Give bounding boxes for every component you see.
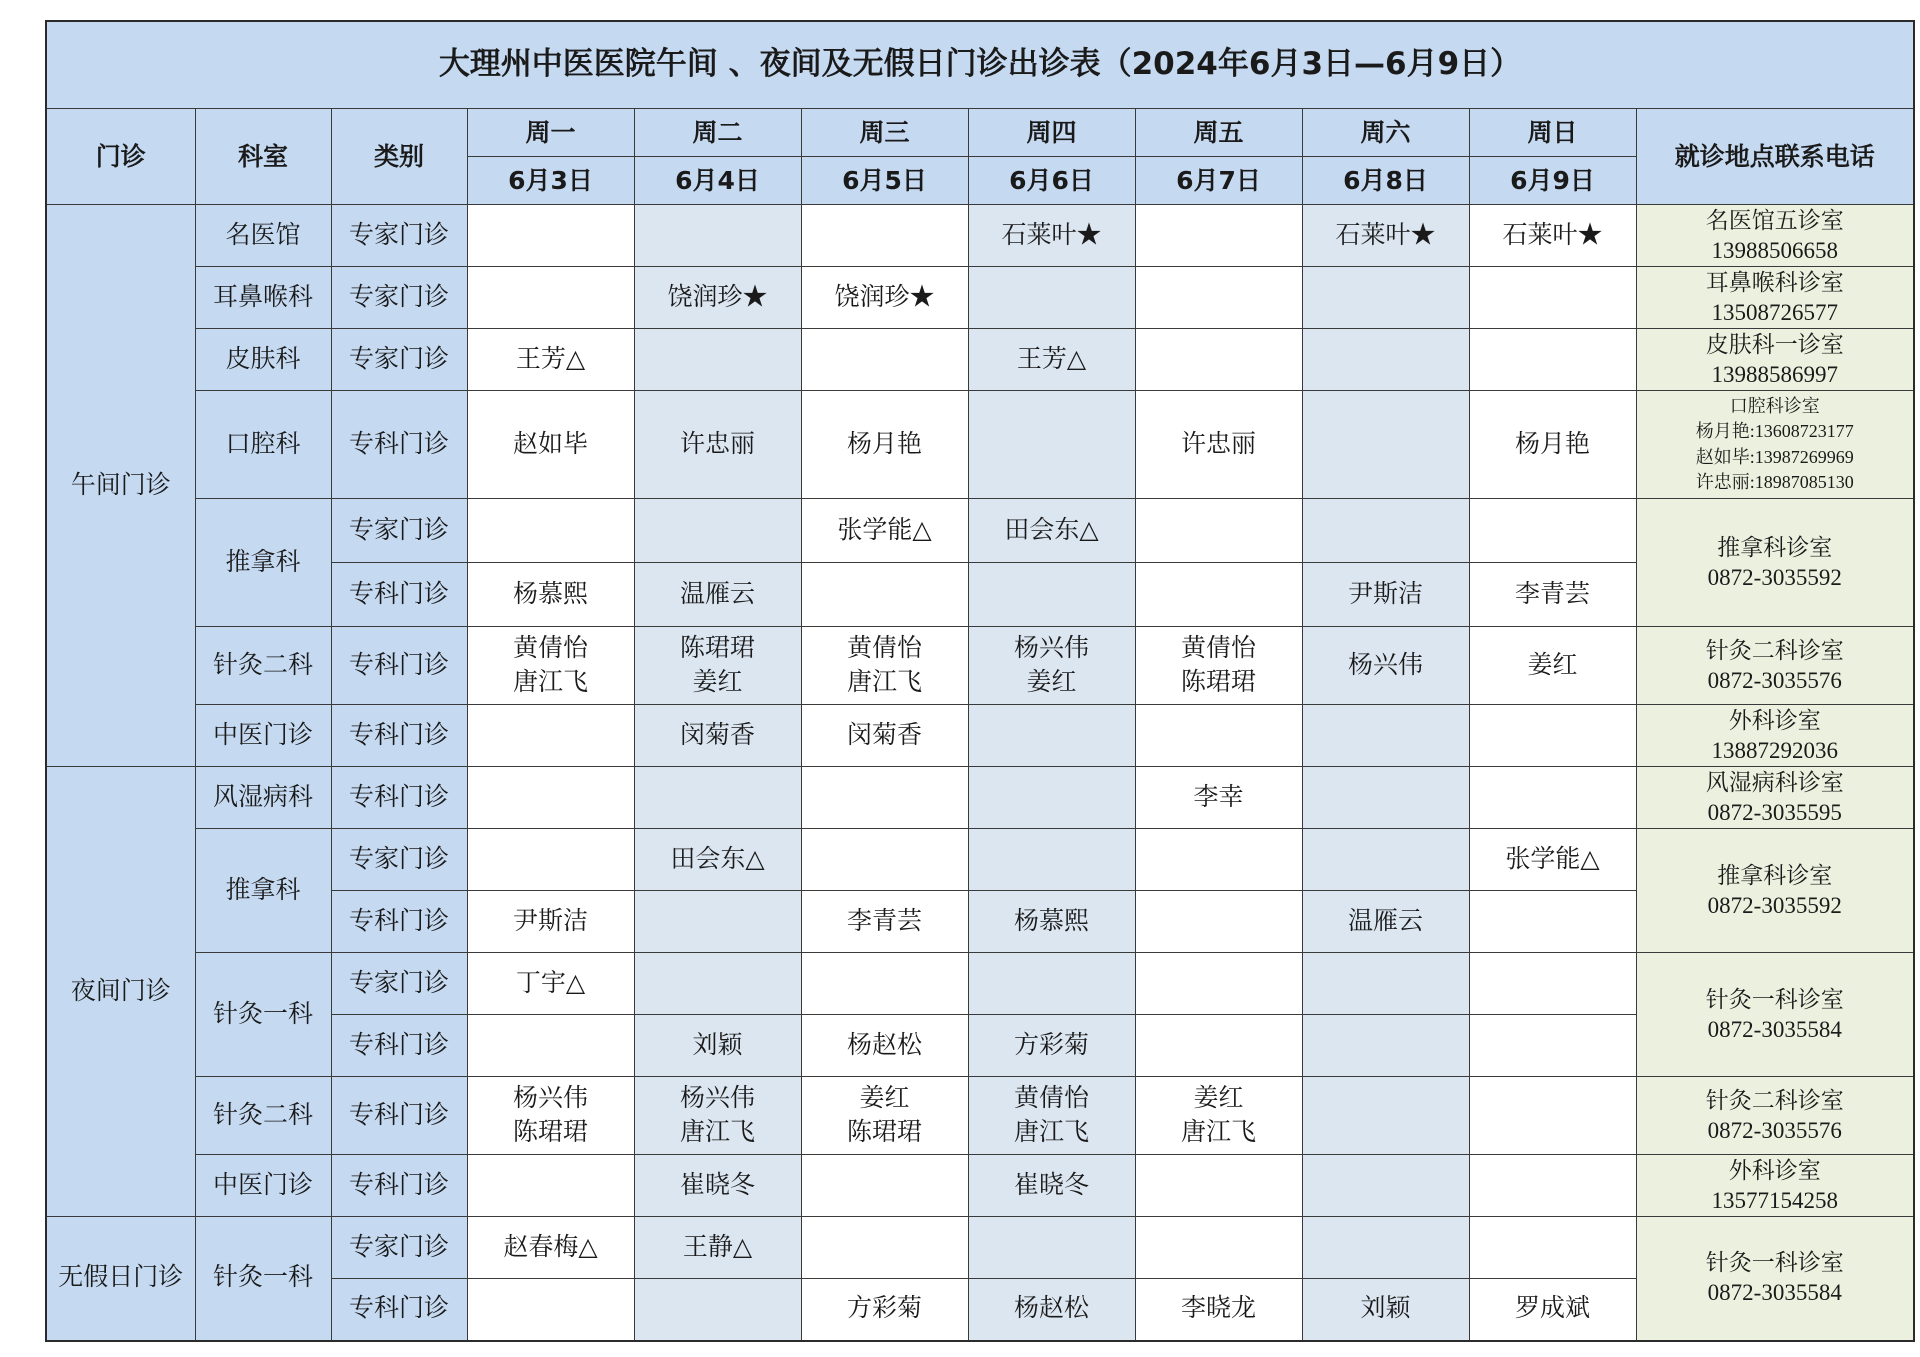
table-row	[46, 329, 1914, 391]
doctor-cell	[1469, 1015, 1636, 1077]
doctor-cell	[801, 705, 968, 767]
dept-label: 风湿病科	[195, 767, 331, 829]
header-weekday: 周三	[801, 109, 968, 157]
dept-label: 推拿科	[195, 829, 331, 953]
category-label: 专科门诊	[331, 563, 467, 627]
doctor-cell	[1469, 267, 1636, 329]
doctor-cell	[1135, 205, 1302, 267]
doctor-cell	[968, 267, 1135, 329]
contact-cell	[1636, 953, 1914, 1077]
doctor-cell	[968, 1217, 1135, 1279]
doctor-name: 田会东△	[670, 845, 765, 873]
doctor-cell	[634, 329, 801, 391]
doctor-cell	[634, 891, 801, 953]
doctor-cell	[801, 627, 968, 705]
header-weekday: 周四	[968, 109, 1135, 157]
doctor-cell	[968, 1077, 1135, 1155]
doctor-cell	[1469, 829, 1636, 891]
doctor-cell	[1135, 1155, 1302, 1217]
table-row	[46, 1217, 1914, 1279]
doctor-name: 李青芸	[1514, 580, 1590, 608]
doctor-name: 杨赵松	[1013, 1295, 1089, 1323]
doctor-cell	[1469, 953, 1636, 1015]
schedule-body	[46, 205, 1914, 1341]
doctor-cell	[968, 891, 1135, 953]
doctor-name: 许忠丽	[1180, 430, 1256, 458]
doctor-name: 陈珺珺	[1180, 668, 1256, 696]
doctor-cell	[1302, 953, 1469, 1015]
contact-line: 耳鼻喉科诊室	[1705, 269, 1844, 295]
contact-line: 0872-3035584	[1707, 1280, 1842, 1306]
doctor-cell	[1469, 499, 1636, 563]
doctor-name: 姜红	[859, 1084, 910, 1112]
contact-line: 0872-3035576	[1707, 1117, 1842, 1143]
header-category: 类别	[331, 109, 467, 205]
doctor-name: 赵如毕	[512, 430, 588, 458]
doctor-name: 陈珺珺	[512, 1118, 588, 1146]
doctor-cell	[467, 499, 634, 563]
doctor-cell	[634, 1217, 801, 1279]
category-label: 专科门诊	[331, 1155, 467, 1217]
header-date: 6月5日	[801, 157, 968, 205]
doctor-name: 闵菊香	[846, 721, 922, 749]
category-label: 专家门诊	[331, 205, 467, 267]
doctor-cell	[1135, 1015, 1302, 1077]
dept-label: 针灸一科	[195, 953, 331, 1077]
contact-line: 口腔科诊室	[1729, 396, 1820, 417]
doctor-name: 石莱叶★	[1502, 221, 1603, 249]
doctor-cell	[801, 1279, 968, 1341]
doctor-name: 王芳△	[1016, 345, 1087, 373]
dept-label: 名医馆	[195, 205, 331, 267]
doctor-name: 石莱叶★	[1001, 221, 1102, 249]
schedule-table	[45, 20, 1915, 1342]
table-row	[46, 705, 1914, 767]
doctor-name: 李晓龙	[1180, 1295, 1256, 1323]
doctor-name: 唐江飞	[846, 668, 922, 696]
contact-cell	[1636, 499, 1914, 627]
doctor-cell	[1302, 1077, 1469, 1155]
doctor-cell	[968, 391, 1135, 499]
doctor-cell	[1302, 267, 1469, 329]
doctor-cell	[801, 829, 968, 891]
doctor-name: 饶润珍★	[667, 283, 768, 311]
dept-label: 针灸一科	[195, 1217, 331, 1341]
doctor-name: 崔晓冬	[679, 1171, 755, 1199]
doctor-cell	[1302, 891, 1469, 953]
doctor-cell	[634, 1015, 801, 1077]
table-row	[46, 767, 1914, 829]
contact-line: 13988506658	[1711, 237, 1838, 263]
doctor-name: 杨兴伟	[1347, 651, 1423, 679]
doctor-name: 尹斯洁	[512, 907, 588, 935]
doctor-cell	[801, 499, 968, 563]
doctor-cell	[634, 767, 801, 829]
doctor-name: 李青芸	[846, 907, 922, 935]
table-row	[46, 267, 1914, 329]
header-weekday: 周六	[1302, 109, 1469, 157]
doctor-cell	[634, 267, 801, 329]
doctor-name: 姜红	[692, 668, 743, 696]
doctor-cell	[1469, 329, 1636, 391]
contact-line: 杨月艳:13608723177	[1695, 421, 1854, 442]
doctor-cell	[1302, 767, 1469, 829]
doctor-name: 刘颖	[1360, 1295, 1411, 1323]
table-row	[46, 627, 1914, 705]
contact-line: 13988586997	[1711, 361, 1838, 387]
clinic-group-label: 午间门诊	[46, 205, 195, 767]
doctor-cell	[467, 329, 634, 391]
contact-line: 风湿病科诊室	[1705, 769, 1844, 795]
doctor-cell	[467, 705, 634, 767]
doctor-cell	[1302, 627, 1469, 705]
doctor-name: 尹斯洁	[1347, 580, 1423, 608]
doctor-name: 唐江飞	[1013, 1118, 1089, 1146]
contact-line: 0872-3035592	[1707, 892, 1842, 918]
doctor-cell	[801, 1217, 968, 1279]
doctor-cell	[1302, 563, 1469, 627]
doctor-name: 杨月艳	[1514, 430, 1590, 458]
doctor-name: 温雁云	[679, 580, 755, 608]
dept-label: 中医门诊	[195, 705, 331, 767]
doctor-cell	[968, 767, 1135, 829]
header-date: 6月9日	[1469, 157, 1636, 205]
doctor-cell	[968, 1015, 1135, 1077]
doctor-name: 姜红	[1026, 668, 1077, 696]
doctor-name: 温雁云	[1347, 907, 1423, 935]
doctor-cell	[1302, 829, 1469, 891]
doctor-cell	[1135, 329, 1302, 391]
contact-line: 0872-3035584	[1707, 1016, 1842, 1042]
doctor-cell	[634, 829, 801, 891]
contact-line: 外科诊室	[1728, 707, 1821, 733]
table-row	[46, 953, 1914, 1015]
dept-label: 口腔科	[195, 391, 331, 499]
category-label: 专科门诊	[331, 1077, 467, 1155]
contact-line: 针灸二科诊室	[1705, 1087, 1844, 1113]
doctor-cell	[1469, 1217, 1636, 1279]
doctor-cell	[801, 563, 968, 627]
doctor-cell	[1469, 1279, 1636, 1341]
category-label: 专家门诊	[331, 1217, 467, 1279]
doctor-cell	[1135, 391, 1302, 499]
doctor-cell	[1469, 627, 1636, 705]
doctor-cell	[467, 1155, 634, 1217]
doctor-name: 饶润珍★	[834, 283, 935, 311]
doctor-name: 杨慕熙	[512, 580, 588, 608]
doctor-name: 杨赵松	[846, 1031, 922, 1059]
doctor-name: 唐江飞	[512, 668, 588, 696]
contact-cell	[1636, 627, 1914, 705]
doctor-name: 石莱叶★	[1335, 221, 1436, 249]
contact-line: 针灸一科诊室	[1705, 986, 1844, 1012]
doctor-cell	[634, 499, 801, 563]
doctor-cell	[1302, 205, 1469, 267]
doctor-cell	[1469, 1077, 1636, 1155]
header-weekday: 周二	[634, 109, 801, 157]
doctor-name: 田会东△	[1004, 516, 1099, 544]
dept-label: 皮肤科	[195, 329, 331, 391]
doctor-cell	[1302, 1015, 1469, 1077]
doctor-name: 黄倩怡	[1180, 634, 1256, 662]
header-date: 6月3日	[467, 157, 634, 205]
doctor-name: 赵春梅△	[503, 1233, 598, 1261]
contact-line: 0872-3035592	[1707, 564, 1842, 590]
doctor-cell	[801, 767, 968, 829]
doctor-cell	[1135, 267, 1302, 329]
header-dept: 科室	[195, 109, 331, 205]
doctor-cell	[1469, 391, 1636, 499]
contact-cell	[1636, 205, 1914, 267]
doctor-name: 唐江飞	[679, 1118, 755, 1146]
contact-line: 13887292036	[1711, 737, 1838, 763]
category-label: 专科门诊	[331, 891, 467, 953]
table-row	[46, 1077, 1914, 1155]
doctor-name: 杨慕熙	[1013, 907, 1089, 935]
category-label: 专家门诊	[331, 829, 467, 891]
doctor-name: 杨兴伟	[1013, 634, 1089, 662]
category-label: 专科门诊	[331, 767, 467, 829]
doctor-cell	[467, 1077, 634, 1155]
doctor-cell	[467, 267, 634, 329]
doctor-cell	[968, 829, 1135, 891]
doctor-cell	[634, 705, 801, 767]
dept-label: 耳鼻喉科	[195, 267, 331, 329]
header-date: 6月8日	[1302, 157, 1469, 205]
doctor-cell	[1135, 499, 1302, 563]
doctor-cell	[968, 627, 1135, 705]
doctor-cell	[1135, 891, 1302, 953]
category-label: 专科门诊	[331, 627, 467, 705]
page-title: 大理州中医医院午间 、夜间及无假日门诊出诊表（2024年6月3日—6月9日）	[46, 21, 1914, 109]
category-label: 专家门诊	[331, 499, 467, 563]
doctor-name: 崔晓冬	[1013, 1171, 1089, 1199]
category-label: 专科门诊	[331, 1015, 467, 1077]
table-row	[46, 1155, 1914, 1217]
header-date: 6月4日	[634, 157, 801, 205]
doctor-cell	[1135, 1217, 1302, 1279]
doctor-name: 陈珺珺	[679, 634, 755, 662]
doctor-cell	[1302, 1279, 1469, 1341]
table-row	[46, 391, 1914, 499]
table-row	[46, 499, 1914, 563]
doctor-name: 杨月艳	[846, 430, 922, 458]
doctor-cell	[467, 1015, 634, 1077]
doctor-cell	[467, 391, 634, 499]
doctor-cell	[1135, 767, 1302, 829]
doctor-cell	[801, 205, 968, 267]
doctor-cell	[1469, 705, 1636, 767]
doctor-cell	[968, 205, 1135, 267]
doctor-name: 黄倩怡	[846, 634, 922, 662]
doctor-cell	[1469, 563, 1636, 627]
header-weekday: 周日	[1469, 109, 1636, 157]
doctor-name: 李幸	[1193, 783, 1244, 811]
doctor-name: 刘颖	[692, 1031, 743, 1059]
doctor-name: 王静△	[682, 1233, 753, 1261]
doctor-cell	[801, 1015, 968, 1077]
doctor-cell	[467, 563, 634, 627]
contact-cell	[1636, 1077, 1914, 1155]
doctor-cell	[467, 953, 634, 1015]
dept-label: 推拿科	[195, 499, 331, 627]
doctor-cell	[1135, 627, 1302, 705]
contact-line: 针灸一科诊室	[1705, 1250, 1844, 1276]
doctor-name: 张学能△	[1505, 845, 1600, 873]
doctor-name: 罗成斌	[1514, 1295, 1590, 1323]
doctor-name: 杨兴伟	[679, 1084, 755, 1112]
doctor-cell	[1469, 205, 1636, 267]
contact-line: 0872-3035595	[1707, 799, 1842, 825]
contact-cell	[1636, 391, 1914, 499]
contact-line: 名医馆五诊室	[1705, 207, 1844, 233]
doctor-cell	[801, 329, 968, 391]
doctor-cell	[968, 1155, 1135, 1217]
contact-line: 推拿科诊室	[1717, 534, 1833, 560]
contact-line: 外科诊室	[1728, 1157, 1821, 1183]
doctor-cell	[968, 329, 1135, 391]
category-label: 专科门诊	[331, 391, 467, 499]
contact-cell	[1636, 829, 1914, 953]
contact-line: 0872-3035576	[1707, 667, 1842, 693]
doctor-cell	[634, 205, 801, 267]
doctor-cell	[801, 1077, 968, 1155]
doctor-cell	[634, 1155, 801, 1217]
doctor-name: 闵菊香	[679, 721, 755, 749]
doctor-cell	[1302, 499, 1469, 563]
doctor-cell	[1135, 1279, 1302, 1341]
doctor-cell	[467, 1217, 634, 1279]
doctor-cell	[1135, 953, 1302, 1015]
doctor-cell	[634, 953, 801, 1015]
doctor-name: 黄倩怡	[1013, 1084, 1089, 1112]
clinic-group-label: 夜间门诊	[46, 767, 195, 1217]
contact-line: 赵如毕:13987269969	[1695, 446, 1854, 467]
contact-line: 针灸二科诊室	[1705, 637, 1844, 663]
header-weekday: 周五	[1135, 109, 1302, 157]
doctor-cell	[634, 1077, 801, 1155]
doctor-cell	[968, 563, 1135, 627]
doctor-cell	[467, 1279, 634, 1341]
doctor-cell	[634, 1279, 801, 1341]
doctor-cell	[1302, 329, 1469, 391]
doctor-name: 许忠丽	[679, 430, 755, 458]
doctor-name: 丁宇△	[515, 969, 586, 997]
doctor-cell	[467, 829, 634, 891]
contact-line: 13577154258	[1711, 1187, 1838, 1213]
dept-label: 针灸二科	[195, 1077, 331, 1155]
doctor-cell	[968, 953, 1135, 1015]
category-label: 专家门诊	[331, 953, 467, 1015]
doctor-cell	[467, 205, 634, 267]
doctor-cell	[1135, 1077, 1302, 1155]
doctor-name: 张学能△	[837, 516, 932, 544]
doctor-cell	[801, 953, 968, 1015]
table-row	[46, 829, 1914, 891]
dept-label: 中医门诊	[195, 1155, 331, 1217]
doctor-cell	[968, 705, 1135, 767]
doctor-name: 姜红	[1193, 1084, 1244, 1112]
doctor-cell	[1302, 391, 1469, 499]
doctor-name: 杨兴伟	[512, 1084, 588, 1112]
doctor-name: 方彩菊	[1013, 1031, 1089, 1059]
doctor-cell	[1302, 1217, 1469, 1279]
doctor-cell	[801, 391, 968, 499]
doctor-cell	[801, 891, 968, 953]
table-row	[46, 205, 1914, 267]
header-weekday: 周一	[467, 109, 634, 157]
category-label: 专家门诊	[331, 329, 467, 391]
contact-cell	[1636, 1217, 1914, 1341]
clinic-group-label: 无假日门诊	[46, 1217, 195, 1341]
doctor-cell	[1469, 891, 1636, 953]
header-clinic: 门诊	[46, 109, 195, 205]
contact-line: 推拿科诊室	[1717, 862, 1833, 888]
dept-label: 针灸二科	[195, 627, 331, 705]
doctor-cell	[801, 1155, 968, 1217]
contact-cell	[1636, 329, 1914, 391]
doctor-cell	[467, 767, 634, 829]
doctor-name: 陈珺珺	[846, 1118, 922, 1146]
doctor-cell	[1302, 1155, 1469, 1217]
contact-cell	[1636, 767, 1914, 829]
doctor-cell	[1135, 829, 1302, 891]
category-label: 专科门诊	[331, 1279, 467, 1341]
doctor-name: 方彩菊	[846, 1295, 922, 1323]
doctor-cell	[1135, 705, 1302, 767]
doctor-cell	[634, 391, 801, 499]
doctor-cell	[1135, 563, 1302, 627]
contact-line: 13508726577	[1711, 299, 1838, 325]
doctor-cell	[1469, 1155, 1636, 1217]
header-date: 6月7日	[1135, 157, 1302, 205]
doctor-cell	[634, 563, 801, 627]
doctor-name: 唐江飞	[1180, 1118, 1256, 1146]
doctor-cell	[634, 627, 801, 705]
category-label: 专家门诊	[331, 267, 467, 329]
doctor-cell	[968, 499, 1135, 563]
contact-cell	[1636, 705, 1914, 767]
doctor-cell	[801, 267, 968, 329]
doctor-cell	[1302, 705, 1469, 767]
doctor-cell	[467, 627, 634, 705]
doctor-cell	[467, 891, 634, 953]
contact-cell	[1636, 267, 1914, 329]
header-contact: 就诊地点联系电话	[1636, 109, 1914, 205]
contact-cell	[1636, 1155, 1914, 1217]
doctor-cell	[968, 1279, 1135, 1341]
doctor-cell	[1469, 767, 1636, 829]
category-label: 专科门诊	[331, 705, 467, 767]
doctor-name: 黄倩怡	[512, 634, 588, 662]
doctor-name: 姜红	[1527, 651, 1578, 679]
contact-line: 皮肤科一诊室	[1705, 331, 1844, 357]
doctor-name: 王芳△	[515, 345, 586, 373]
contact-line: 许忠丽:18987085130	[1695, 471, 1854, 492]
header-date: 6月6日	[968, 157, 1135, 205]
